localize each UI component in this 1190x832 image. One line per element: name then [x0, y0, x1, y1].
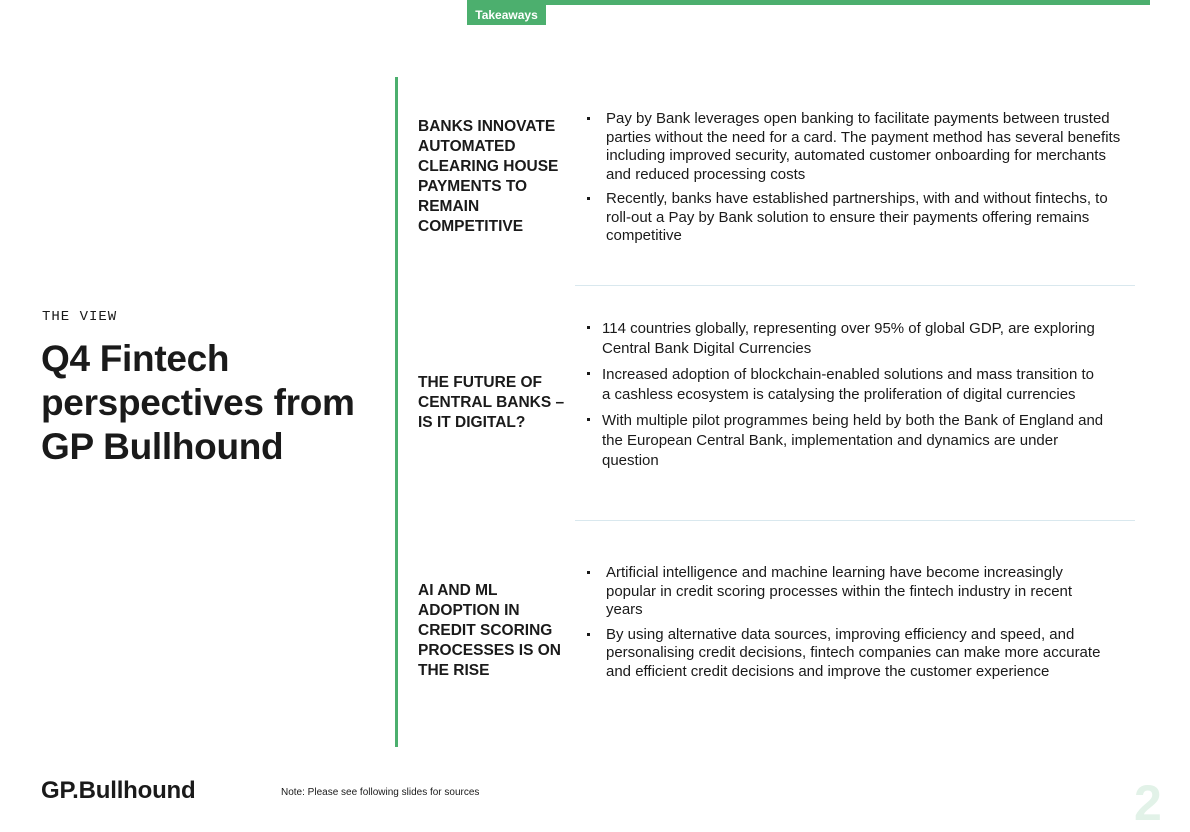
list-item: Artificial intelligence and machine learning have become increasingly popular in credit scoring processes within the fintech industry in recent years [584, 564, 1104, 620]
section-bullets-cbdc [584, 319, 1104, 477]
top-accent-bar [467, 0, 1150, 5]
vertical-divider [395, 77, 398, 747]
eyebrow-label: THE VIEW [42, 309, 118, 325]
gp-bullhound-logo: GP.Bullhound [41, 777, 196, 804]
list-item: Increased adoption of blockchain-enabled solutions and mass transition to a cashless ecosystem is catalysing the proliferation of digital currencies [584, 365, 1104, 405]
list-item: Pay by Bank leverages open banking to facilitate payments between trusted parties without the need for a card. The payment method has several benefits including improved security, automated customer onboarding for merchants and reduced processing costs [584, 110, 1129, 184]
section-heading-cbdc: THE FUTURE OF CENTRAL BANKS – IS IT DIGITAL? [418, 374, 565, 431]
list-item: 114 countries globally, representing over 95% of global GDP, are exploring Central Bank Digital Currencies [584, 319, 1104, 359]
list-item: Recently, banks have established partnerships, with and without fintechs, to roll-out a Pay by Bank solution to ensure their payments offering remains competitive [584, 190, 1129, 246]
page-title: Q4 Fintech perspectives from GP Bullhound [41, 338, 355, 467]
list-item: With multiple pilot programmes being held by both the Bank of England and the European Central Bank, implementation and dynamics are under question [584, 411, 1104, 471]
page-number: 2 [1134, 775, 1162, 831]
sources-note: Note: Please see following slides for sources [281, 787, 480, 798]
section-divider [575, 520, 1135, 521]
section-heading-ai: AI AND ML ADOPTION IN CREDIT SCORING PROCESSES IS ON THE RISE [418, 582, 561, 679]
section-bullets-ai [584, 564, 1104, 687]
section-heading-ach: BANKS INNOVATE AUTOMATED CLEARING HOUSE PAYMENTS TO REMAIN COMPETITIVE [418, 118, 559, 235]
section-divider [575, 285, 1135, 286]
section-bullets-ach [584, 110, 1129, 252]
takeaways-tab[interactable]: Takeaways [467, 5, 546, 25]
list-item: By using alternative data sources, improving efficiency and speed, and personalising credit decisions, fintech companies can make more accurate and efficient credit decisions and improve the customer experience [584, 626, 1104, 682]
